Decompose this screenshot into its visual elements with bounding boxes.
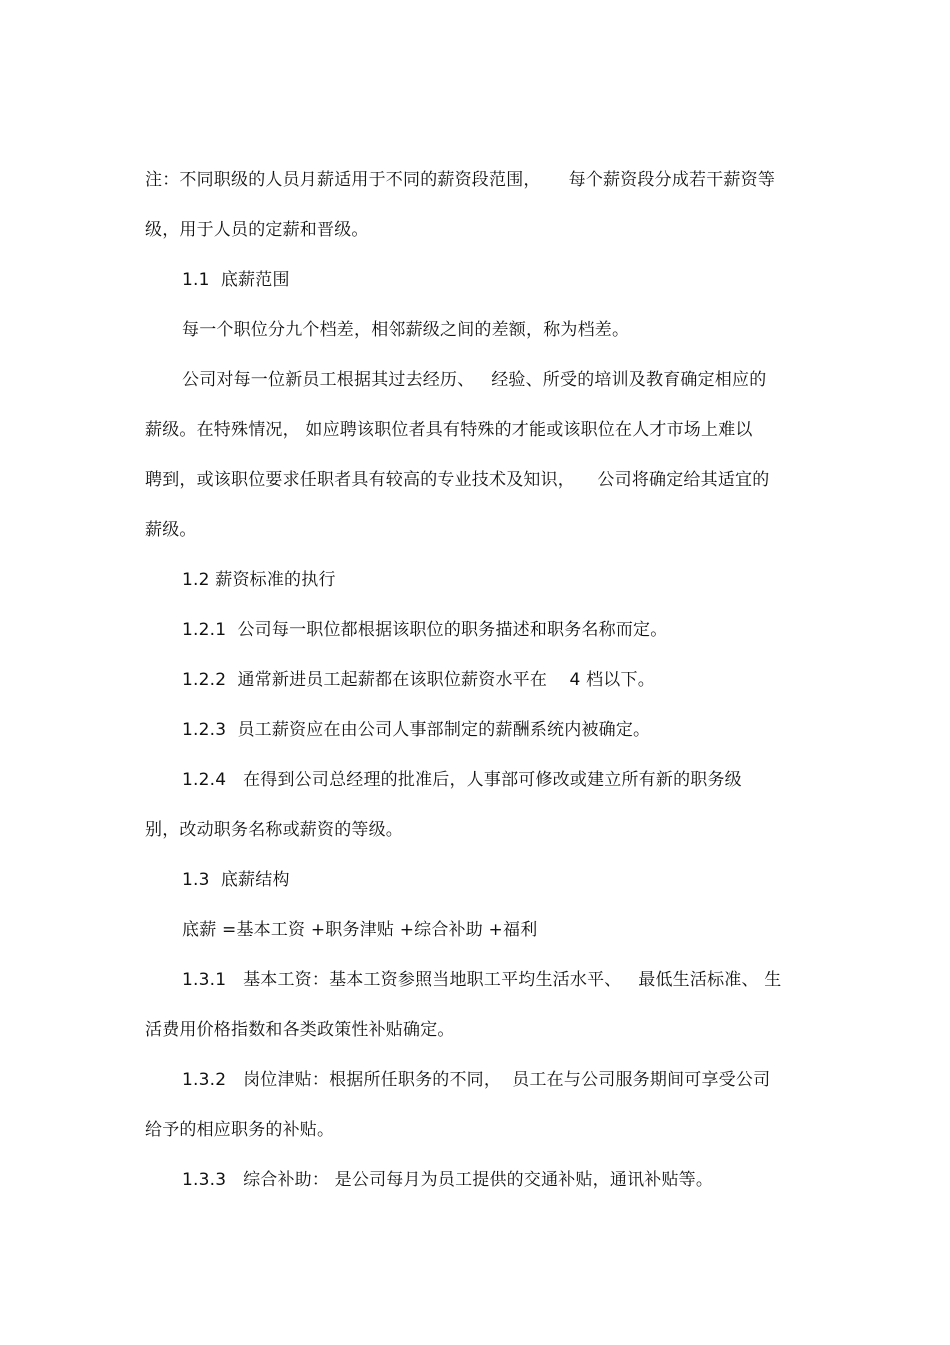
list-item: 1.2.2 通常新进员工起薪都在该职位薪资水平在 4 档以下。 (182, 670, 655, 690)
paragraph-line: 薪级。在特殊情况， 如应聘该职位者具有特殊的才能或该职位在人才市场上难以 (145, 420, 753, 440)
paragraph-line: 每一个职位分九个档差，相邻薪级之间的差额，称为档差。 (182, 320, 630, 340)
list-item: 1.2.3 员工薪资应在由公司人事部制定的薪酬系统内被确定。 (182, 720, 651, 740)
list-item: 1.2.4 在得到公司总经理的批准后，人事部可修改或建立所有新的职务级 (182, 770, 742, 790)
list-item: 1.3.3 综合补助： 是公司每月为员工提供的交通补贴，通讯补贴等。 (182, 1170, 714, 1190)
paragraph-line: 薪级。 (145, 520, 197, 540)
paragraph-line: 公司对每一位新员工根据其过去经历、 经验、所受的培训及教育确定相应的 (182, 370, 767, 390)
list-item: 1.2.1 公司每一职位都根据该职位的职务描述和职务名称而定。 (182, 620, 668, 640)
paragraph-line: 级，用于人员的定薪和晋级。 (145, 220, 369, 240)
list-item: 1.3.1 基本工资：基本工资参照当地职工平均生活水平、 最低生活标准、 生 (182, 970, 782, 990)
section-heading: 1.3 底薪结构 (182, 870, 290, 890)
paragraph-line: 注：不同职级的人员月薪适用于不同的薪资段范围， 每个薪资段分成若干薪资等 (145, 170, 776, 190)
formula-line: 底薪 =基本工资 +职务津贴 +综合补助 +福利 (182, 920, 538, 940)
paragraph-line: 聘到，或该职位要求任职者具有较高的专业技术及知识， 公司将确定给其适宜的 (145, 470, 770, 490)
section-heading: 1.1 底薪范围 (182, 270, 290, 290)
list-item-continuation: 给予的相应职务的补贴。 (145, 1120, 335, 1140)
list-item-continuation: 别，改动职务名称或薪资的等级。 (145, 820, 403, 840)
list-item: 1.3.2 岗位津贴：根据所任职务的不同， 员工在与公司服务期间可享受公司 (182, 1070, 771, 1090)
section-heading: 1.2 薪资标准的执行 (182, 570, 336, 590)
list-item-continuation: 活费用价格指数和各类政策性补贴确定。 (145, 1020, 455, 1040)
